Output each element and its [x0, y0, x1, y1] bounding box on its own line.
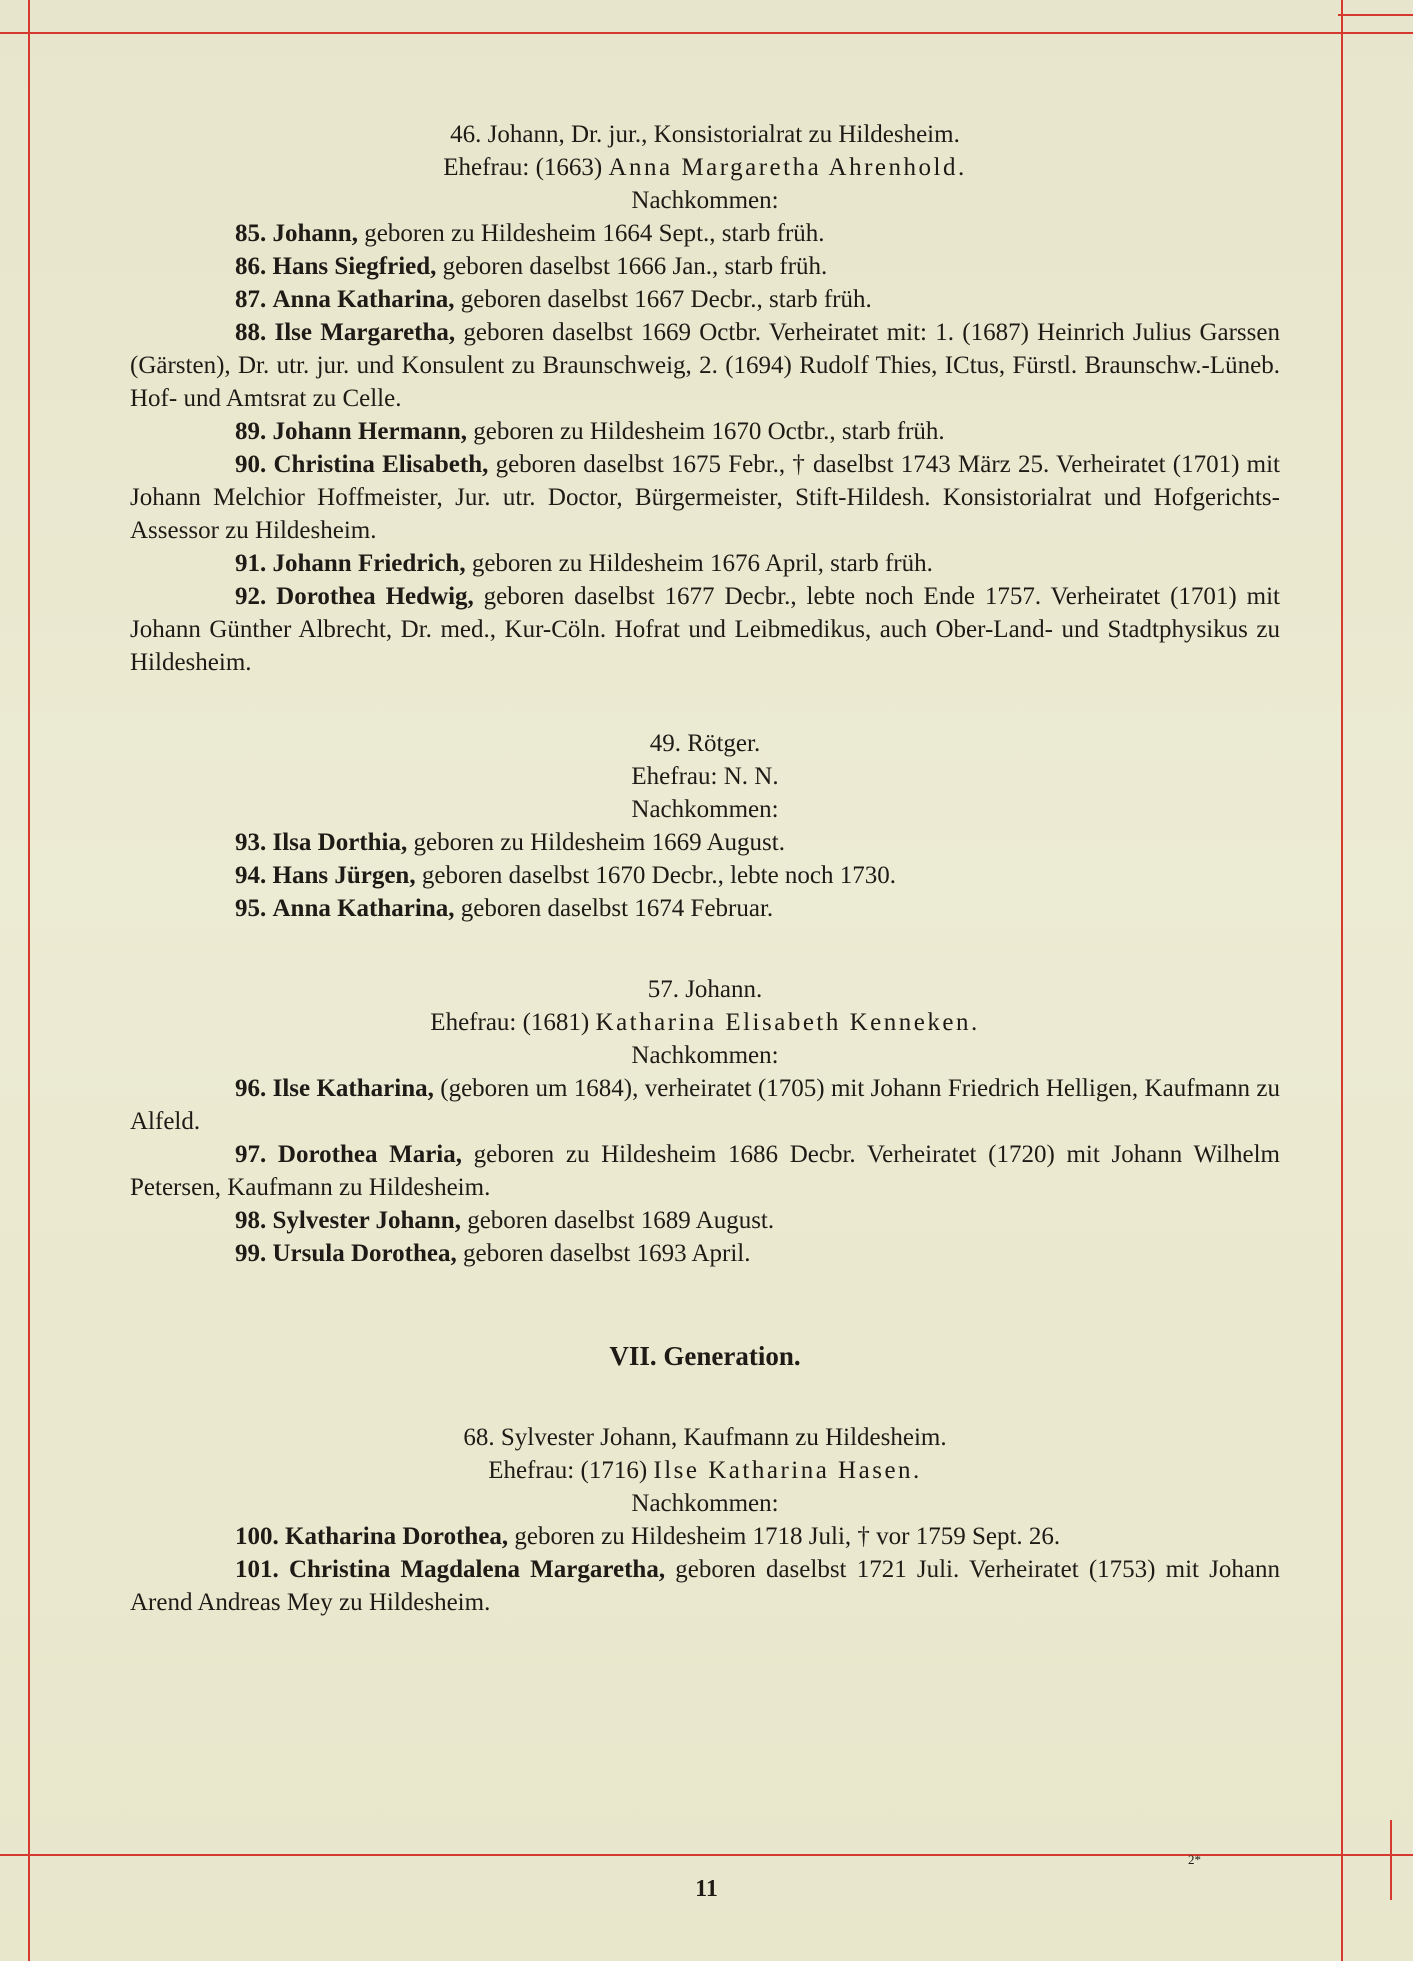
entry-number: 98.	[235, 1207, 267, 1234]
entry-number: 99.	[235, 1240, 267, 1267]
entry-number: 88.	[235, 319, 267, 346]
descendant-entry	[130, 1520, 1280, 1553]
family-header: 46. Johann, Dr. jur., Konsistorialrat zu Hildesheim.	[450, 121, 960, 148]
descendant-entry	[130, 217, 1280, 250]
family-section-49	[130, 727, 1280, 925]
spouse-line	[130, 1454, 1280, 1487]
entry-number: 90.	[235, 451, 267, 478]
bottom-margin-rule	[0, 1854, 1413, 1856]
entry-text: geboren daselbst 1677 Decbr., lebte noch Ende 1757. Verheiratet (1701) mit Johann Günther Albrecht, Dr. med., Kur-Cöln. Hofrat und Leibmedikus, auch Ober-Land- und Stadtphysikus zu Hildesheim.	[130, 583, 1280, 676]
entry-name: Anna Katharina,	[272, 286, 455, 313]
spouse-prefix: Ehefrau: (1681)	[430, 1009, 590, 1036]
descendants-label: Nachkommen:	[631, 1490, 779, 1517]
spouse-prefix: Ehefrau: (1663)	[443, 154, 603, 181]
family-section-57	[130, 973, 1280, 1270]
entry-number: 93.	[235, 829, 267, 856]
entry-text: geboren zu Hildesheim 1664 Sept., starb früh.	[357, 220, 825, 247]
descendant-entry	[130, 250, 1280, 283]
entry-text: (geboren um 1684), verheiratet (1705) mit Johann Friedrich Helligen, Kaufmann zu Alfeld.	[130, 1075, 1281, 1135]
descendant-entry	[130, 283, 1280, 316]
descendant-entry	[130, 1204, 1280, 1237]
page-number: 11	[695, 1876, 718, 1902]
descendant-entry	[130, 547, 1280, 580]
signature-mark: 2*	[1188, 1852, 1201, 1867]
family-section-46	[130, 118, 1280, 679]
entry-text: geboren daselbst 1666 Jan., starb früh.	[436, 253, 828, 280]
top-right-rule	[1338, 14, 1413, 16]
entry-number: 100.	[235, 1523, 279, 1550]
entry-name: Ilse Katharina,	[272, 1075, 434, 1102]
entry-name: Hans Siegfried,	[272, 253, 437, 280]
entry-name: Hans Jürgen,	[272, 862, 416, 889]
descendant-entry	[130, 415, 1280, 448]
descendants-label: Nachkommen:	[631, 1042, 779, 1069]
entry-name: Ursula Dorothea,	[272, 1240, 457, 1267]
entry-number: 92.	[235, 583, 267, 610]
entry-name: Ilse Margaretha,	[274, 319, 456, 346]
descendant-entry	[130, 316, 1280, 415]
generation-heading: VII. Generation.	[609, 1341, 801, 1371]
entry-text: geboren daselbst 1693 April.	[456, 1240, 751, 1267]
entry-number: 87.	[235, 286, 267, 313]
entry-number: 94.	[235, 862, 267, 889]
entry-number: 96.	[235, 1075, 267, 1102]
entry-name: Christina Magdalena Margaretha,	[288, 1556, 666, 1583]
top-margin-rule	[0, 32, 1413, 34]
descendants-label: Nachkommen:	[631, 187, 779, 214]
entry-text: geboren daselbst 1669 Octbr. Verheiratet mit: 1. (1687) Heinrich Julius Garssen (Gärsten), Dr. utr. jur. und Konsulent zu Braunschweig, 2. (1694) Rudolf Thies, ICtus, Fürstl. Braunschw.-Lüneb. Hof- und Amtsrat zu Celle.	[130, 319, 1280, 412]
descendant-entry	[130, 448, 1280, 547]
entry-name: Christina Elisabeth,	[273, 451, 489, 478]
family-header: 68. Sylvester Johann, Kaufmann zu Hildesheim.	[463, 1424, 947, 1451]
entry-number: 101.	[235, 1556, 279, 1583]
family-header: 57. Johann.	[647, 976, 763, 1003]
entry-name: Johann,	[272, 220, 358, 247]
descendant-entry	[130, 1138, 1280, 1204]
spouse-line	[130, 151, 1280, 184]
family-header: 49. Rötger.	[649, 730, 761, 757]
descendant-entry	[130, 892, 1280, 925]
entry-text: geboren zu Hildesheim 1676 April, starb früh.	[465, 550, 933, 577]
entry-number: 89.	[235, 418, 267, 445]
entry-name: Anna Katharina,	[272, 895, 455, 922]
entry-text: geboren zu Hildesheim 1686 Decbr. Verheiratet (1720) mit Johann Wilhelm Petersen, Kaufmann zu Hildesheim.	[130, 1141, 1280, 1201]
entry-text: geboren zu Hildesheim 1718 Juli, † vor 1759 Sept. 26.	[508, 1523, 1061, 1550]
spouse-line: Ehefrau: N. N.	[631, 763, 779, 790]
spouse-name: Katharina Elisabeth Kenneken.	[595, 1009, 980, 1036]
entry-text: geboren zu Hildesheim 1669 August.	[407, 829, 785, 856]
descendant-entry	[130, 859, 1280, 892]
entry-number: 85.	[235, 220, 267, 247]
entry-text: geboren daselbst 1675 Febr., † daselbst 1743 März 25. Verheiratet (1701) mit Johann Melchior Hoffmeister, Jur. utr. Doctor, Bürgermeister, Stift-Hildesh. Konsistorialrat und Hofgerichts-Assessor zu Hildesheim.	[130, 451, 1280, 544]
spouse-name: Anna Margaretha Ahrenhold.	[608, 154, 967, 181]
entry-name: Ilsa Dorthia,	[272, 829, 408, 856]
spouse-prefix: Ehefrau: (1716)	[488, 1457, 648, 1484]
entry-name: Katharina Dorothea,	[285, 1523, 509, 1550]
entry-name: Sylvester Johann,	[272, 1207, 461, 1234]
descendant-entry	[130, 1553, 1280, 1619]
entry-number: 95.	[235, 895, 267, 922]
descendant-entry	[130, 1072, 1280, 1138]
right-margin-rule	[1341, 0, 1343, 1961]
entry-text: geboren daselbst 1674 Februar.	[454, 895, 774, 922]
family-section-68	[130, 1421, 1280, 1619]
entry-text: geboren daselbst 1689 August.	[460, 1207, 775, 1234]
entry-number: 91.	[235, 550, 267, 577]
entry-number: 97.	[235, 1141, 267, 1168]
entry-number: 86.	[235, 253, 267, 280]
spouse-line	[130, 1006, 1280, 1039]
entry-name: Johann Hermann,	[272, 418, 467, 445]
entry-name: Dorothea Hedwig,	[276, 583, 474, 610]
spouse-name: Ilse Katharina Hasen.	[653, 1457, 922, 1484]
entry-name: Johann Friedrich,	[272, 550, 466, 577]
left-margin-rule	[28, 0, 30, 1961]
entry-text: geboren daselbst 1667 Decbr., starb früh.	[454, 286, 872, 313]
descendant-entry	[130, 826, 1280, 859]
entry-name: Dorothea Maria,	[277, 1141, 462, 1168]
descendant-entry	[130, 580, 1280, 679]
entry-text: geboren zu Hildesheim 1670 Octbr., starb früh.	[466, 418, 945, 445]
entry-text: geboren daselbst 1721 Juli. Verheiratet (1753) mit Johann Arend Andreas Mey zu Hildesheim.	[130, 1556, 1281, 1616]
entry-text: geboren daselbst 1670 Decbr., lebte noch 1730.	[415, 862, 897, 889]
page-text	[130, 118, 1280, 1619]
descendants-label: Nachkommen:	[631, 796, 779, 823]
descendant-entry	[130, 1237, 1280, 1270]
